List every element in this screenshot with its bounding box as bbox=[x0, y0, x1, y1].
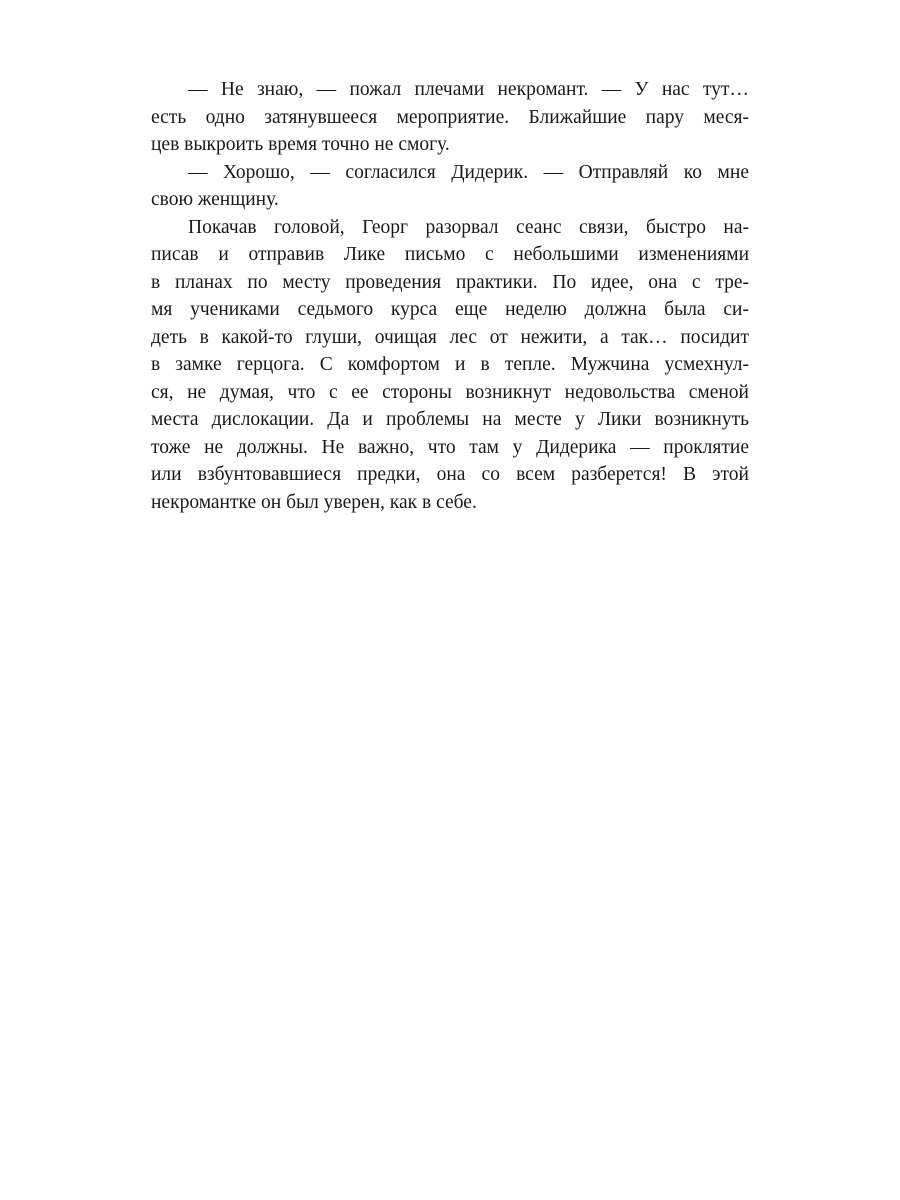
text-line: — Не знаю, — пожал плечами некромант. — У нас тут… bbox=[188, 79, 749, 100]
body-text bbox=[151, 76, 749, 516]
text-line: места дислокации. Да и проблемы на месте у Лики возникнуть bbox=[151, 409, 749, 430]
text-line: ся, не думая, что с ее стороны возникнут недовольства сменой bbox=[151, 381, 749, 403]
text-line: мя учениками седьмого курса еще неделю должна была си- bbox=[151, 299, 749, 320]
text-line: есть одно затянувшееся мероприятие. Ближайшие пару меся- bbox=[151, 106, 749, 128]
text-line: деть в какой-то глуши, очищая лес от нежити, а так… посидит bbox=[151, 326, 749, 348]
text-line: в замке герцога. С комфортом и в тепле. Мужчина усмехнул- bbox=[151, 354, 749, 375]
text-line: тоже не должны. Не важно, что там у Дидерика — проклятие bbox=[151, 436, 749, 458]
text-line: некромантке он был уверен, как в себе. bbox=[151, 491, 477, 513]
text-line: свою женщину. bbox=[151, 189, 279, 210]
text-line: в планах по месту проведения практики. По идее, она с тре- bbox=[151, 271, 749, 293]
text-line: Покачав головой, Георг разорвал сеанс связи, быстро на- bbox=[188, 216, 749, 238]
text-line: цев выкроить время точно не смогу. bbox=[151, 134, 450, 155]
text-line: или взбунтовавшиеся предки, она со всем разберется! В этой bbox=[151, 464, 749, 485]
text-line: — Хорошо, — согласился Дидерик. — Отправляй ко мне bbox=[188, 161, 749, 183]
text-line: писав и отправив Лике письмо с небольшими изменениями bbox=[151, 244, 749, 265]
